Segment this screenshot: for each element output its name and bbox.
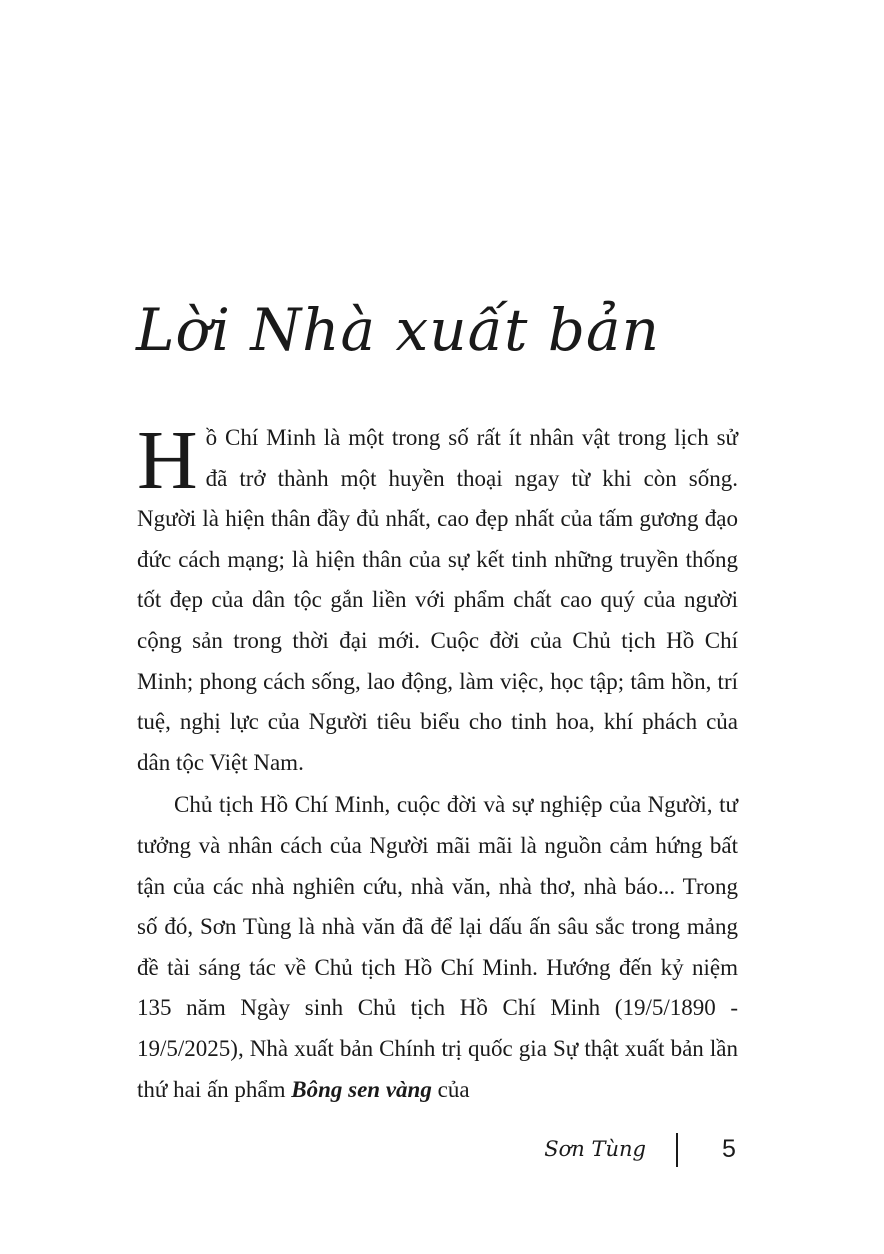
drop-cap: H: [137, 414, 198, 507]
paragraph-1: [137, 414, 738, 783]
paragraph-2-text-end: của: [431, 1076, 470, 1102]
paragraph-2-text: Chủ tịch Hồ Chí Minh, cuộc đời và sự nghiệp của Người, tư tưởng và nhân cách của Người mãi mãi là nguồn cảm hứng bất tận của các nhà nghiên cứu, nhà văn, nhà thơ, nhà báo... Trong số đó, Sơn Tùng là nhà văn đã để lại dấu ấn sâu sắc trong mảng đề tài sáng tác về Chủ tịch Hồ Chí Minh. Hướng đến kỷ niệm 135 năm Ngày sinh Chủ tịch Hồ Chí Minh (19/5/1890 - 19/5/2025), Nhà xuất bản Chính trị quốc gia Sự thật xuất bản lần thứ hai ấn phẩm: [137, 792, 738, 1102]
paragraph-1-text: ồ Chí Minh là một trong số rất ít nhân vật trong lịch sử đã trở thành một huyền thoại ngay từ khi còn sống. Người là hiện thân đầy đủ nhất, cao đẹp nhất của tấm gương đạo đức cách mạng; là hiện thân của sự kết tinh những truyền thống tốt đẹp của dân tộc gắn liền với phẩm chất cao quý của người cộng sản trong thời đại mới. Cuộc đời của Chủ tịch Hồ Chí Minh; phong cách sống, lao động, làm việc, học tập; tâm hồn, trí tuệ, nghị lực của Người tiêu biểu cho tinh hoa, khí phách của dân tộc Việt Nam.: [137, 425, 738, 775]
book-title: Bông sen vàng: [291, 1076, 432, 1102]
page-title: Lời Nhà xuất bản: [136, 296, 660, 364]
paragraph-2: [137, 785, 738, 1110]
page-number: 5: [722, 1135, 736, 1163]
footer-divider: [676, 1133, 678, 1167]
running-footer-author: Sơn Tùng: [544, 1137, 646, 1161]
page-footer: [0, 1133, 884, 1173]
body-text: [137, 414, 738, 1110]
